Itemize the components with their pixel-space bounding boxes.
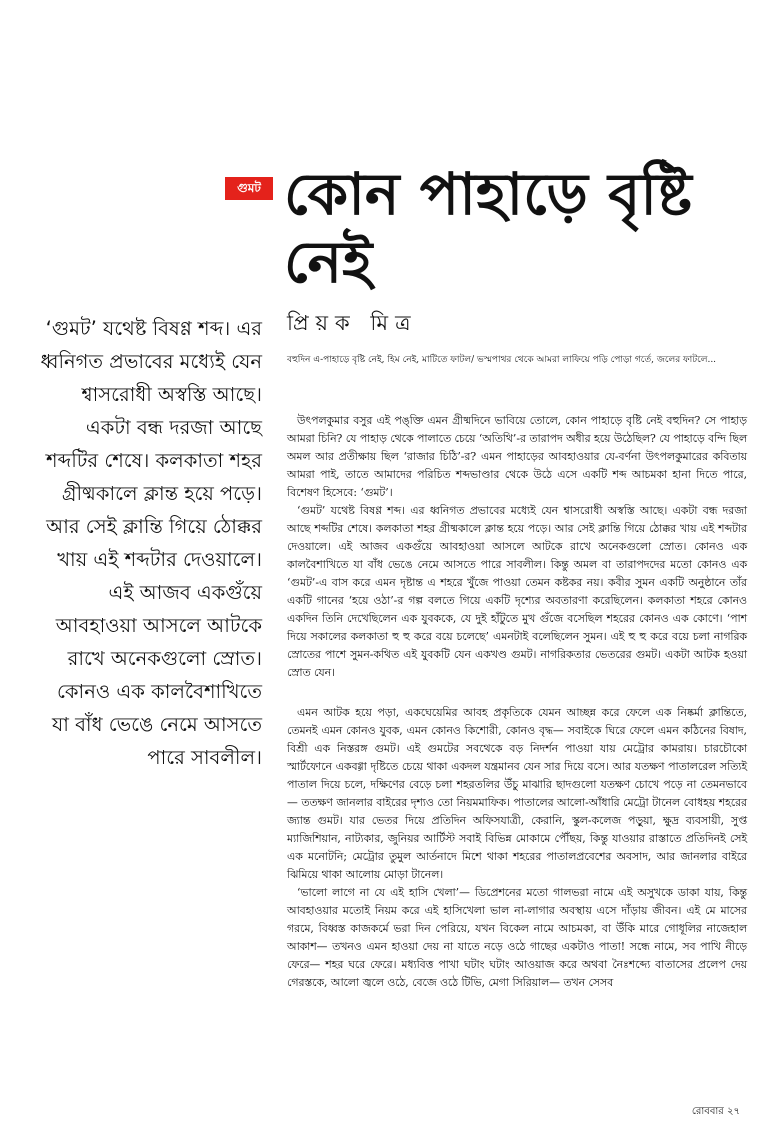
pull-quote: ‘গুমট’ যথেষ্ট বিষণ্ণ শব্দ। এর ধ্বনিগত প্রভাবের মধ্যেই যেন শ্বাসরোধী অস্বস্তি আছে। একটা বন্ধ দরজা আছে শব্দটির শেষে। কলকাতা শহর গ্রীষ্মকালে ক্লান্ত হয়ে পড়ে। আর সেই ক্লান্তি গিয়ে ঠোক্কর খায় এই শব্দটার দেওয়ালে। এই আজব একগুঁয়ে আবহাওয়া আসলে আটকে রাখে অনেকগুলো স্রোত। কোনও এক কালবৈশাখিতে যা বাঁধ ভেঙে নেমে আসতে পারে সাবলীল। (40, 317, 262, 769)
paragraph: ‘ভালো লাগে না যে এই হাসি খেলা’— ডিপ্রেশনের মতো গালভরা নামে এই অসুখকে ডাকা যায়, কিন্তু আবহাওয়ার মতোই নিয়ম করে এই হাসিখেলা ভাল না-লাগার অবস্থায় এসে দাঁড়ায় জীবন। এই মে মাসের গরমে, বিধ্বস্ত কাজকর্মে ভরা দিন পেরিয়ে, যখন বিকেল নামে আচমকা, বা উঁকি মারে গোধূলির নাজেহাল আকাশ— তখনও এমন হাওয়া দেয় না যাতে নড়ে ওঠে গাছের একটাও পাতা! সন্ধে নামে, সব পাখি নীড়ে ফেরে— শহর ঘরে ফেরে। মধ্যবিত্ত পাখা ঘটাং ঘটাং আওয়াজ করে অথবা নৈঃশব্দ্যে বাতাসের প্রলেপ দেয় গেরস্তকে, আলো জ্বলে ওঠে, বেজে ওঠে টিভি, মেগা সিরিয়াল— তখন সেসব (287, 886, 747, 989)
author-byline: প্রিয়ক মিত্র (287, 311, 418, 335)
section-tag: গুমট (225, 177, 273, 200)
paragraph: উৎপলকুমার বসুর এই পঙ্‌ক্তি এমন গ্রীষ্মদিনে ভাবিয়ে তোলে, কোন পাহাড়ে বৃষ্টি নেই বহুদিন? সে পাহাড় আমরা চিনি? যে পাহাড় থেকে পালাতে চেয়ে ‘অতিথি’-র তারাপদ অধীর হয়ে উঠেছিল? যে পাহাড়ে বন্দি ছিল অমল আর প্রতীক্ষায় ছিল ‘রাজার চিঠি’-র? এমন পাহাড়ের আবহাওয়ার যে-বর্ণনা উৎপলকুমারের কবিতায় আমরা পাই, তাতে আমাদের পরিচিত শব্দভাণ্ডার থেকে উঠে এসে একটি শব্দ আচমকা হানা দিতে পারে, বিশেষণ হিসেবে: ‘গুমট’। (287, 414, 747, 499)
article-title: কোন পাহাড়ে বৃষ্টি নেই (284, 160, 692, 296)
section-break (287, 682, 747, 704)
paragraph: ‘গুমট’ যথেষ্ট বিষণ্ণ শব্দ। এর ধ্বনিগত প্রভাবের মধ্যেই যেন শ্বাসরোধী অস্বস্তি আছে। একটা বন্ধ দরজা আছে শব্দটির শেষে। কলকাতা শহর গ্রীষ্মকালে ক্লান্ত হয়ে পড়ে। আর সেই ক্লান্তি গিয়ে ঠোক্কর খায় এই শব্দটার দেওয়ালে। এই আজব একগুঁয়ে আবহাওয়া আসলে আটকে রাখে অনেকগুলো স্রোত। কোনও এক কালবৈশাখিতে যা বাঁধ ভেঙে নেমে আসতে পারে সাবলীল। কিন্তু অমল বা তারাপদদের মতো কোনও এক ‘গুমট’-এ বাস করে এমন দৃষ্টান্ত এ শহরে খুঁজে পাওয়া তেমন কষ্টকর নয়। কবীর সুমন একটি অনুষ্ঠানে তাঁর একটি গানের ‘হয়ে ওঠা’-র গল্প বলতে গিয়ে একটি দৃশ্যের অবতারণা করেছিলেন। কলকাতা শহরে কোনও একদিন তিনি দেখেছিলেন এক যুবককে, যে দুই হাঁটুতে মুখ গুঁজে বসেছিল শহরের কোনও এক কোণে। ‘পাশ দিয়ে সকালের কলকাতা হু হু করে বয়ে চলেছে’ এমনটাই বলেছিলেন সুমন। এই হু হু করে বয়ে চলা নাগরিক স্রোতের পাশে সুমন-কথিত এই যুবকটি যেন একখণ্ড গুমট। নাগরিকতার ভেতরের গুমট। একটা আটক হওয়া স্রোত যেন। (287, 504, 747, 679)
page-folio: রোববার ২৭ (691, 1106, 740, 1117)
paragraph: এমন আটক হয়ে পড়া, একঘেয়েমির আবহ প্রকৃতিকে যেমন আচ্ছন্ন করে ফেলে এক নিষ্কর্মা ক্লান্তিতে, তেমনই এমন কোনও যুবক, এমন কোনও কিশোরী, কোনও বৃদ্ধ— সবাইকে ঘিরে ফেলে এমন কঠিনের বিষাদ, বিশ্রী এক নিস্তরঙ্গ গুমট। এই গুমটের সবথেকে বড় নিদর্শন পাওয়া যায় মেট্রোর কামরায়। চারচৌকো স্মার্টফোনে একবগ্গা দৃষ্টিতে চেয়ে থাকা একদল যন্ত্রমানব যেন সার দিয়ে বসে। আর যতক্ষণ পাতালরেল সত্যিই পাতাল দিয়ে চলে, দক্ষিণের বেড়ে চলা শহরতলির উঁচু মাঝারি ছাদগুলো যতক্ষণ চোখে পড়ে না তেমনভাবে— ততক্ষণ জানলার বাইরের দৃশ্যও তো নিয়মমাফিক। পাতালের আলো-আঁধারি মেট্রো টানেল বোধহয় শহরের জ্যান্ত গুমট। যার ভেতর দিয়ে প্রতিদিন অফিসযাত্রী, কেরানি, স্কুল-কলেজ পড়ুয়া, ক্ষুদ্র ব্যবসায়ী, সুপ্ত ম্যাজিশিয়ান, নাট্যকার, জুনিয়র আর্টিস্ট সবাই বিভিন্ন মোকামে পৌঁছয়, কিন্তু যাওয়ার রাস্তাতে প্রতিদিনই সেই এক মনোটনি; মেট্রোর তুমুল আর্তনাদে মিশে থাকা শহরের পাতালপ্রবেশের অবসাদ, আর জানলার বাইরে ঝিমিয়ে থাকা আলোয় মোড়া টানেল। (287, 706, 747, 881)
article-body (287, 412, 747, 992)
epigraph: বহুদিন এ-পাহাড়ে বৃষ্টি নেই, হিম নেই, মাটিতে ফাটল/ ভস্মপাথর থেকে আমরা লাফিয়ে পড়ি পোড়া গর্তে, জলের ফাটলে... (287, 355, 717, 365)
